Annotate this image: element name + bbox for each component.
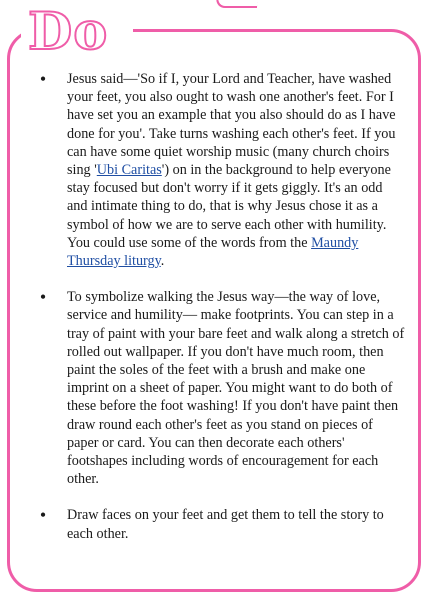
list-item: [33, 288, 405, 488]
text-part: .: [160, 253, 165, 270]
text-part: Jesus said—'So if I, your Lord and Teacher, have washed your feet, you also ought to wash one another's feet. For I have set you an example that you also should do as I have done for you'. Take turns washing each other's feet. If you can have some quiet worship music (many church choirs sing ': [67, 71, 396, 179]
page-title: Do: [28, 2, 109, 62]
bullet-icon: •: [39, 287, 47, 308]
list-item-text: Draw faces on your feet and get them to tell the story to each other.: [67, 507, 384, 542]
list-item: [33, 70, 405, 270]
decorative-top-fragment: [215, 0, 259, 8]
maundy-thursday-liturgy-link[interactable]: Maundy Thursday liturgy: [67, 234, 359, 270]
activity-list: [33, 70, 405, 561]
bullet-icon: •: [39, 69, 47, 89]
list-item-text: To symbolize walking the Jesus way—the way of love, service and humility— make footprints. You can step in a tray of paint with your bare feet and walk along a stretch of rolled out wallpaper. If you don't have much room, then paint the soles of the feet with a brush and make one imprint on a sheet of paper. You might want to do both of these before the foot washing! If you don't have paint then draw round each other's feet as you stand on pieces of paper or card. You can then decorate each others' footshapes including words of encouragement for each other.: [67, 289, 405, 488]
title-box: [21, 4, 133, 60]
text-part: ') on in the background to help everyone stay focused but don't worry if it gets giggly. It's an odd and intimate thing to do, that is why Jesus chose it as a symbol of how we are to serve each other with humility. You could use some of the words from the: [67, 162, 391, 251]
bullet-icon: •: [39, 505, 47, 526]
list-item-text: [67, 70, 405, 270]
ubi-caritas-link[interactable]: Ubi Caritas: [96, 162, 162, 179]
list-item: [33, 506, 405, 542]
